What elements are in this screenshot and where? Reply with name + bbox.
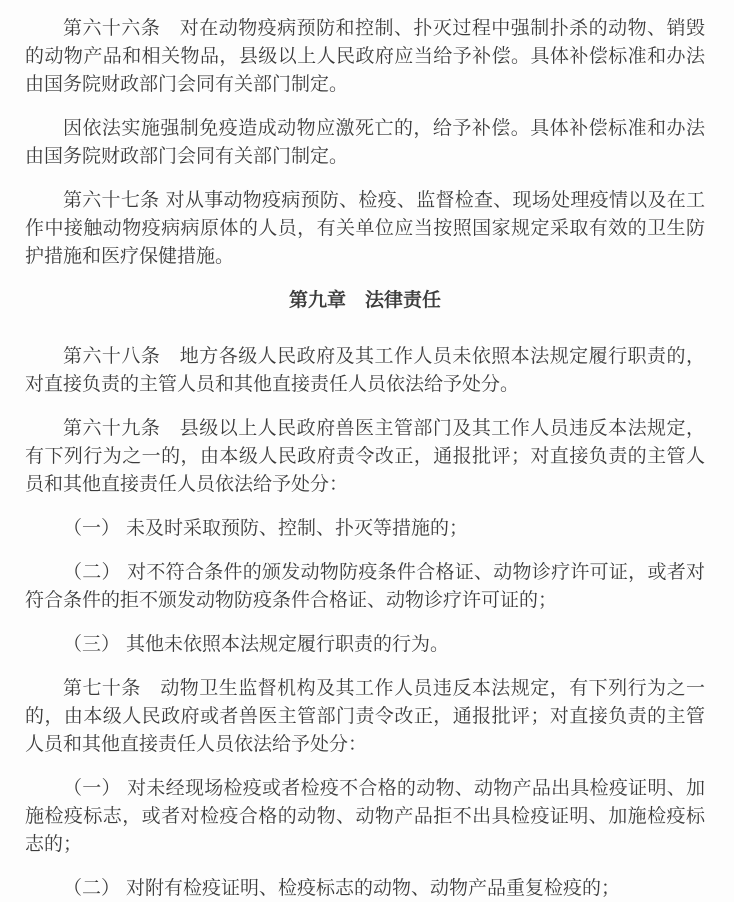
- article-69-item-3: （三） 其他未依照本法规定履行职责的行为。: [63, 633, 450, 655]
- article-69-item-2: （二） 对不符合条件的颁发动物防疫条件合格证、动物诊疗许可证，或者对符合条件的拒不颁发动物防疫条件合格证、动物诊疗许可证的；: [25, 561, 705, 611]
- paragraph-article-66: 第六十六条 对在动物疫病预防和控制、扑灭过程中强制扑杀的动物、销毁的动物产品和相关物品，县级以上人民政府应当给予补偿。具体补偿标准和办法由国务院财政部门会同有关部门制定。: [25, 17, 705, 95]
- article-70-item-1: （一） 对未经现场检疫或者检疫不合格的动物、动物产品出具检疫证明、加施检疫标志，或者对检疫合格的动物、动物产品拒不出具检疫证明、加施检疫标志的；: [25, 777, 705, 855]
- chapter-9-heading: 第九章 法律责任: [288, 289, 441, 311]
- article-70-item-2: （二） 对附有检疫证明、检疫标志的动物、动物产品重复检疫的；: [63, 877, 621, 899]
- paragraph-article-68: 第六十八条 地方各级人民政府及其工作人员未依照本法规定履行职责的，对直接负责的主管人员和其他直接责任人员依法给予处分。: [25, 345, 705, 395]
- article-69-item-1: （一） 未及时采取预防、控制、扑灭等措施的；: [63, 517, 469, 539]
- paragraph-article-67: 第六十七条 对从事动物疫病预防、检疫、监督检查、现场处理疫情以及在工作中接触动物疫病病原体的人员，有关单位应当按照国家规定采取有效的卫生防护措施和医疗保健措施。: [25, 189, 705, 267]
- paragraph-article-69: 第六十九条 县级以上人民政府兽医主管部门及其工作人员违反本法规定，有下列行为之一的，由本级人民政府责令改正，通报批评；对直接负责的主管人员和其他直接责任人员依法给予处分：: [25, 417, 705, 495]
- paragraph-article-70: 第七十条 动物卫生监督机构及其工作人员违反本法规定，有下列行为之一的，由本级人民政府或者兽医主管部门责令改正，通报批评；对直接负责的主管人员和其他直接责任人员依法给予处分：: [25, 677, 705, 755]
- paragraph-article-66-compensation: 因依法实施强制免疫造成动物应激死亡的，给予补偿。具体补偿标准和办法由国务院财政部门会同有关部门制定。: [25, 117, 705, 167]
